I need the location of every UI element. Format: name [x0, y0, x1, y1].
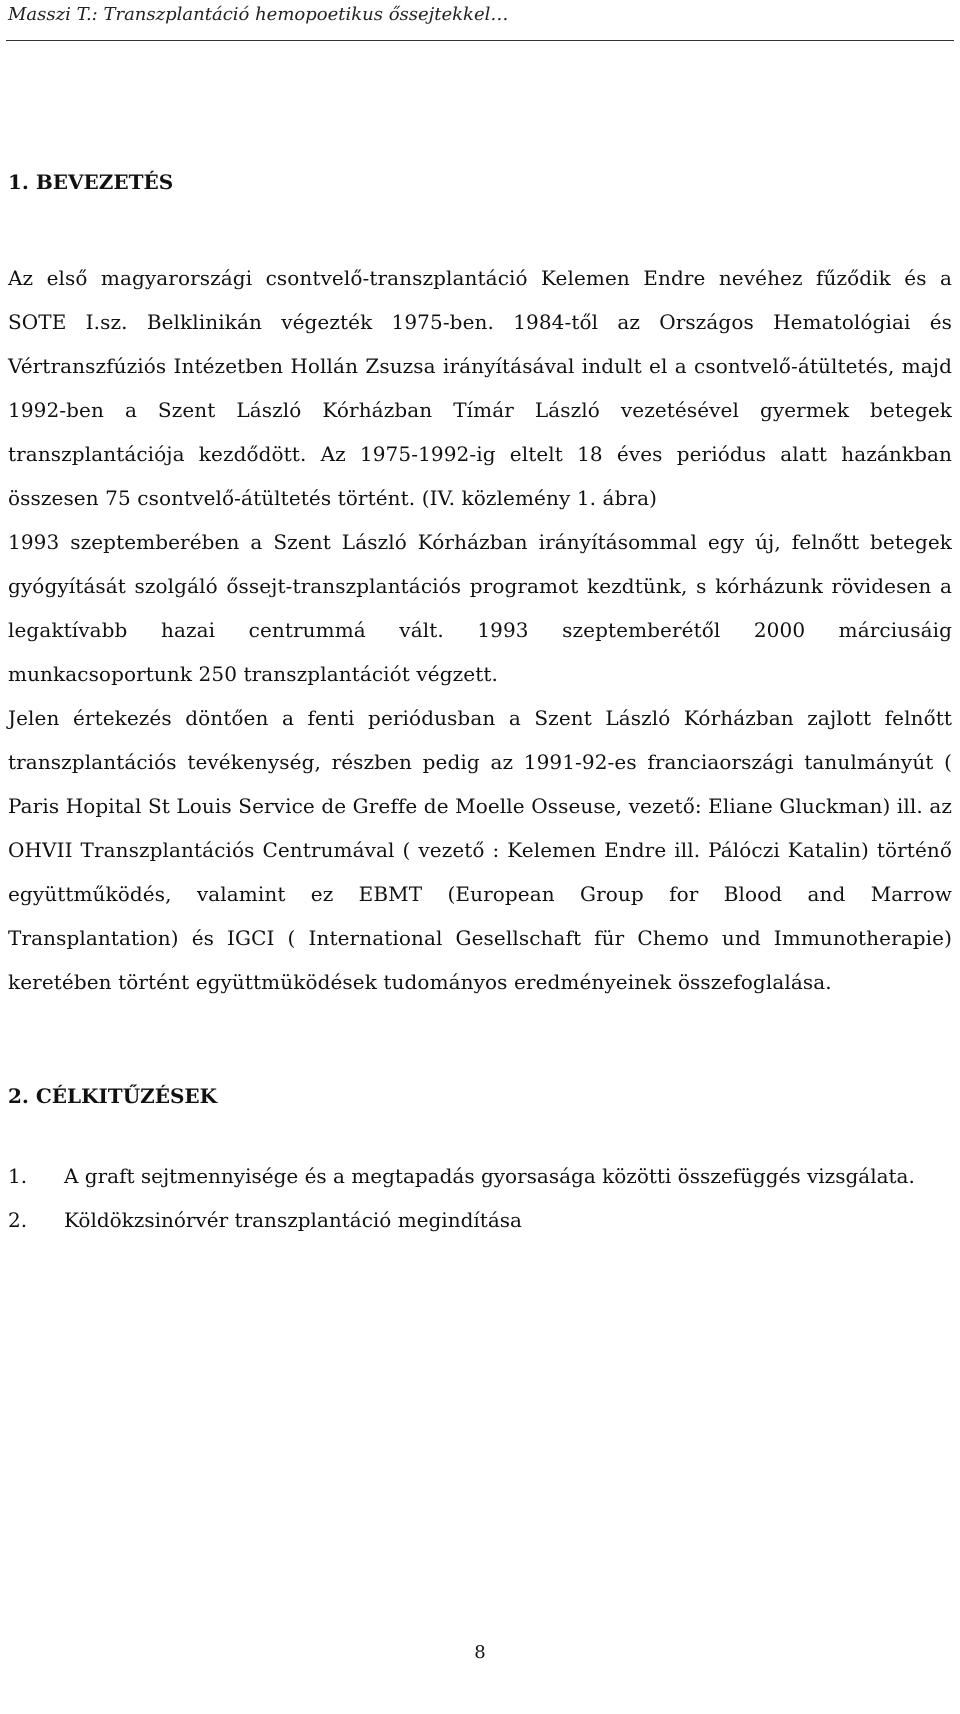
header-rule [6, 40, 954, 41]
list-item-text: Köldökzsinórvér transzplantáció megindítása [64, 1208, 522, 1232]
list-item [8, 1154, 952, 1198]
running-title: Masszi T.: Transzplantáció hemopoetikus őssejtekkel… [8, 4, 509, 25]
section-title-objectives: 2. CÉLKITŰZÉSEK [8, 1084, 218, 1108]
paragraph: Az első magyarországi csontvelő-transzplantáció Kelemen Endre nevéhez fűződik és a SOTE I.sz. Belklinikán végezték 1975-ben. 1984-től az Országos Hematológiai és Vértranszfúziós Intézetben Hollán Zsuzsa irányításával indult el a csontvelő-átültetés, majd 1992-ben a Szent László Kórházban Tímár László vezetésével gyermek betegek transzplantációja kezdődött. Az 1975-1992-ig eltelt 18 éves periódus alatt hazánkban összesen 75 csontvelő-átültetés történt. (IV. közlemény 1. ábra) [8, 266, 952, 510]
list-item [8, 1198, 952, 1242]
list-item-number: 2. [8, 1208, 28, 1232]
page-header [0, 0, 960, 44]
document-body [8, 168, 952, 1242]
objectives-list [8, 1154, 952, 1242]
paragraph: Jelen értekezés döntően a fenti periódusban a Szent László Kórházban zajlott felnőtt transzplantációs tevékenység, részben pedig az 1991-92-es franciaországi tanulmányút ( Paris Hopital St Louis Service de Greffe de Moelle Osseuse, vezető: Eliane Gluckman) ill. az OHVII Transzplantációs Centrumával ( vezető : Kelemen Endre ill. Pálóczi Katalin) történő együttműködés, valamint ez EBMT (European Group for Blood and Marrow Transplantation) és IGCI ( International Gesellschaft für Chemo und Immunotherapie) keretében történt együttmüködések tudományos eredményeinek összefoglalása. [8, 706, 952, 994]
section-title-introduction: 1. BEVEZETÉS [8, 170, 174, 194]
list-item-text: A graft sejtmennyisége és a megtapadás gyorsasága közötti összefüggés vizsgálata. [64, 1164, 915, 1188]
list-item-number: 1. [8, 1164, 28, 1188]
page-number: 8 [474, 1642, 486, 1663]
paragraph: 1993 szeptemberében a Szent László Kórházban irányításommal egy új, felnőtt betegek gyógyítását szolgáló őssejt-transzplantációs programot kezdtünk, s kórházunk rövidesen a legaktívabb hazai centrummá vált. 1993 szeptemberétől 2000 márciusáig munkacsoportunk 250 transzplantációt végzett. [8, 530, 952, 686]
